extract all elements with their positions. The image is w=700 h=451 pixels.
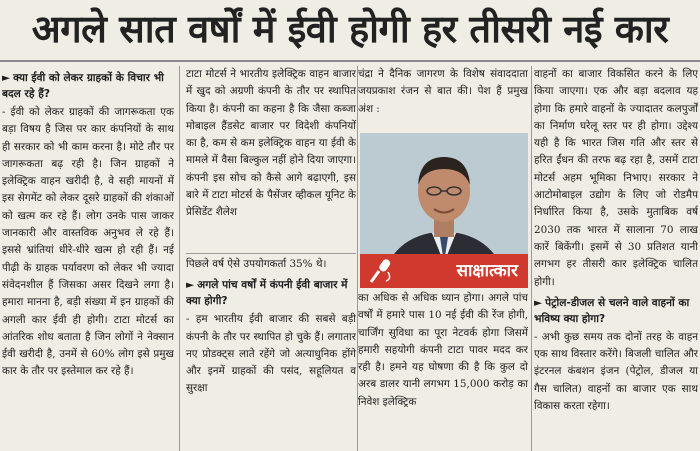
- column-3-intro: [358, 66, 528, 132]
- column-4: [534, 66, 698, 451]
- answer-1-end: पिछले वर्ष ऐसे उपयोगकर्ता 35% थे।: [186, 258, 327, 270]
- answer-2-end-text: वाहनों का बाजार विकसित करने के लिए किया जाएगा। एक और बड़ा बदलाव यह होगा कि हमारे वाहनों के ज्यादातर कलपुर्जों का निर्माण घरेलू स्तर पर ही होगा। उद्देश्य यही है कि भारत जिस गति और स्तर से हरित ईंधन की तरफ बढ़ रहा है, उसमें टाटा मोटर्स अहम भूमिका निभाए। सरकार ने आटोमोबाइल उद्योग के लिए जो रोडमैप निर्धारित किया है, उसके मुताबिक वर्ष 2030 तक भारत में सालाना 70 लाख कारें बिकेंगी। इसमें से 30 प्रतिशत यानी लगभग हर तीसरी कार इलेक्ट्रिक चालित होगी।: [534, 68, 698, 288]
- arrow-icon: ►: [2, 72, 11, 84]
- intro-continued-text: चंद्रा ने दैनिक जागरण के विशेष संवाददाता जयप्रकाश रंजन से बात की। पेश हैं प्रमुख अंश :: [358, 68, 528, 115]
- interview-badge-label: साक्षात्कार: [456, 261, 518, 281]
- headline: अगले सात वर्षों में ईवी होगी हर तीसरी नई कार: [31, 7, 669, 51]
- arrow-icon: ►: [534, 296, 543, 309]
- question-3-text: पेट्रोल-डीजल से चलने वाले वाहनों का भविष्य क्या होगा?: [534, 296, 690, 325]
- answer-2-text: - हम भारतीय ईवी बाजार की सबसे बड़ी कंपनी के तौर पर स्थापित हो चुके हैं। लगातार नए प्रोडक्ट्स लाते रहेंगे जो अत्याधुनिक होंगे और इनमें ग्राहकों की पसंद, सहूलियत व सुरक्षा: [186, 313, 356, 395]
- question-2: [186, 277, 356, 309]
- column-3-body: [358, 290, 528, 451]
- question-1: [2, 70, 174, 102]
- question-1-text: क्या ईवी को लेकर ग्राहकों के विचार भी बदल रहे हैं?: [2, 72, 164, 100]
- headline-divider: [0, 60, 700, 62]
- column-divider: [531, 66, 532, 451]
- question-3: [534, 295, 698, 327]
- intro-text: टाटा मोटर्स ने भारतीय इलेक्ट्रिक वाहन बाजार में खुद को अग्रणी कंपनी के तौर पर स्थापित किया है। कंपनी का कहना है कि जैसा कब्जा मोबाइल हैंडसेट बाजार पर विदेशी कंपनियों का है, कम से कम इलेक्ट्रिक वाहन या ईवी के मामले में वैसा बिल्कुल नहीं होने दिया जाएगा। कंपनी इस सोच को कैसे आगे बढ़ाएगी, इस बारे में टाटा मोटर्स के पैसेंजर व्हीकल यूनिट के प्रेसिडेंट शैलेश: [186, 68, 356, 219]
- interview-badge: [360, 254, 528, 288]
- answer-1-text: - ईवी को लेकर ग्राहकों की जागरूकता एक बड़ा विषय है जिस पर कार कंपनियों के साथ ही सरकार को भी काम करना है। मोटे तौर पर जागरूकता बढ़ रही है। जिन ग्राहकों ने इलेक्ट्रिक वाहन खरीदी है, वे सही मायनों में इस सेगमेंट को लेकर दूसरे ग्राहकों की शंकाओं को खत्म कर रहे हैं। लोग उनके पास जाकर जानकारी और वास्तविक अनुभव ले रहे हैं। इससे भ्रांतियां धीरे-धीरे खत्म हो रही हैं। नई पीढ़ी के ग्राहक पर्यावरण को लेकर भी ज्यादा संवेदनशील हैं जिसका असर दिखने लगा है। हमारा मानना है, बड़ी संख्या में इन ग्राहकों की अगली कार ईवी ही होगी। टाटा मोटर्स का आंतरिक शोध बताता है जिन लोगों ने नेक्सान ईवी खरीदी है, उनमें से 60% लोग इसे प्रमुख कार के तौर पर इस्तेमाल कर रहे हैं।: [2, 106, 174, 378]
- column-1: [2, 66, 174, 451]
- answer-3-text: - अभी कुछ समय तक दोनों तरह के वाहन एक साथ विस्तार करेंगे। बिजली चालित और इंटरनल कंबशन इंजन (पेट्रोल, डीजल या गैस चालित) वाहनों का बाजार एक साथ विकास करता रहेगा।: [534, 330, 698, 413]
- question-2-text: अगले पांच वर्षों में कंपनी ईवी बाजार में क्या होगी?: [186, 279, 348, 308]
- microphone-icon: [366, 257, 396, 285]
- column-divider: [179, 66, 180, 451]
- arrow-icon: ►: [186, 279, 195, 292]
- column-2-body: [186, 256, 356, 451]
- column-2-intro: [186, 66, 356, 253]
- answer-2-continued-text: का अधिक से अधिक ध्यान होगा। अगले पांच वर्षों में हमारे पास 10 नई ईवी की रेंज होगी, चार्जिंग सुविधा का पूरा नेटवर्क होगा जिसमें हमारी सहयोगी कंपनी टाटा पावर मदद कर रही है। हमने यह घोषणा की है कि कुल दो अरब डालर यानी लगभग 15,000 करोड़ का निवेश इलेक्ट्रिक: [358, 292, 528, 408]
- intro-divider: [186, 253, 356, 254]
